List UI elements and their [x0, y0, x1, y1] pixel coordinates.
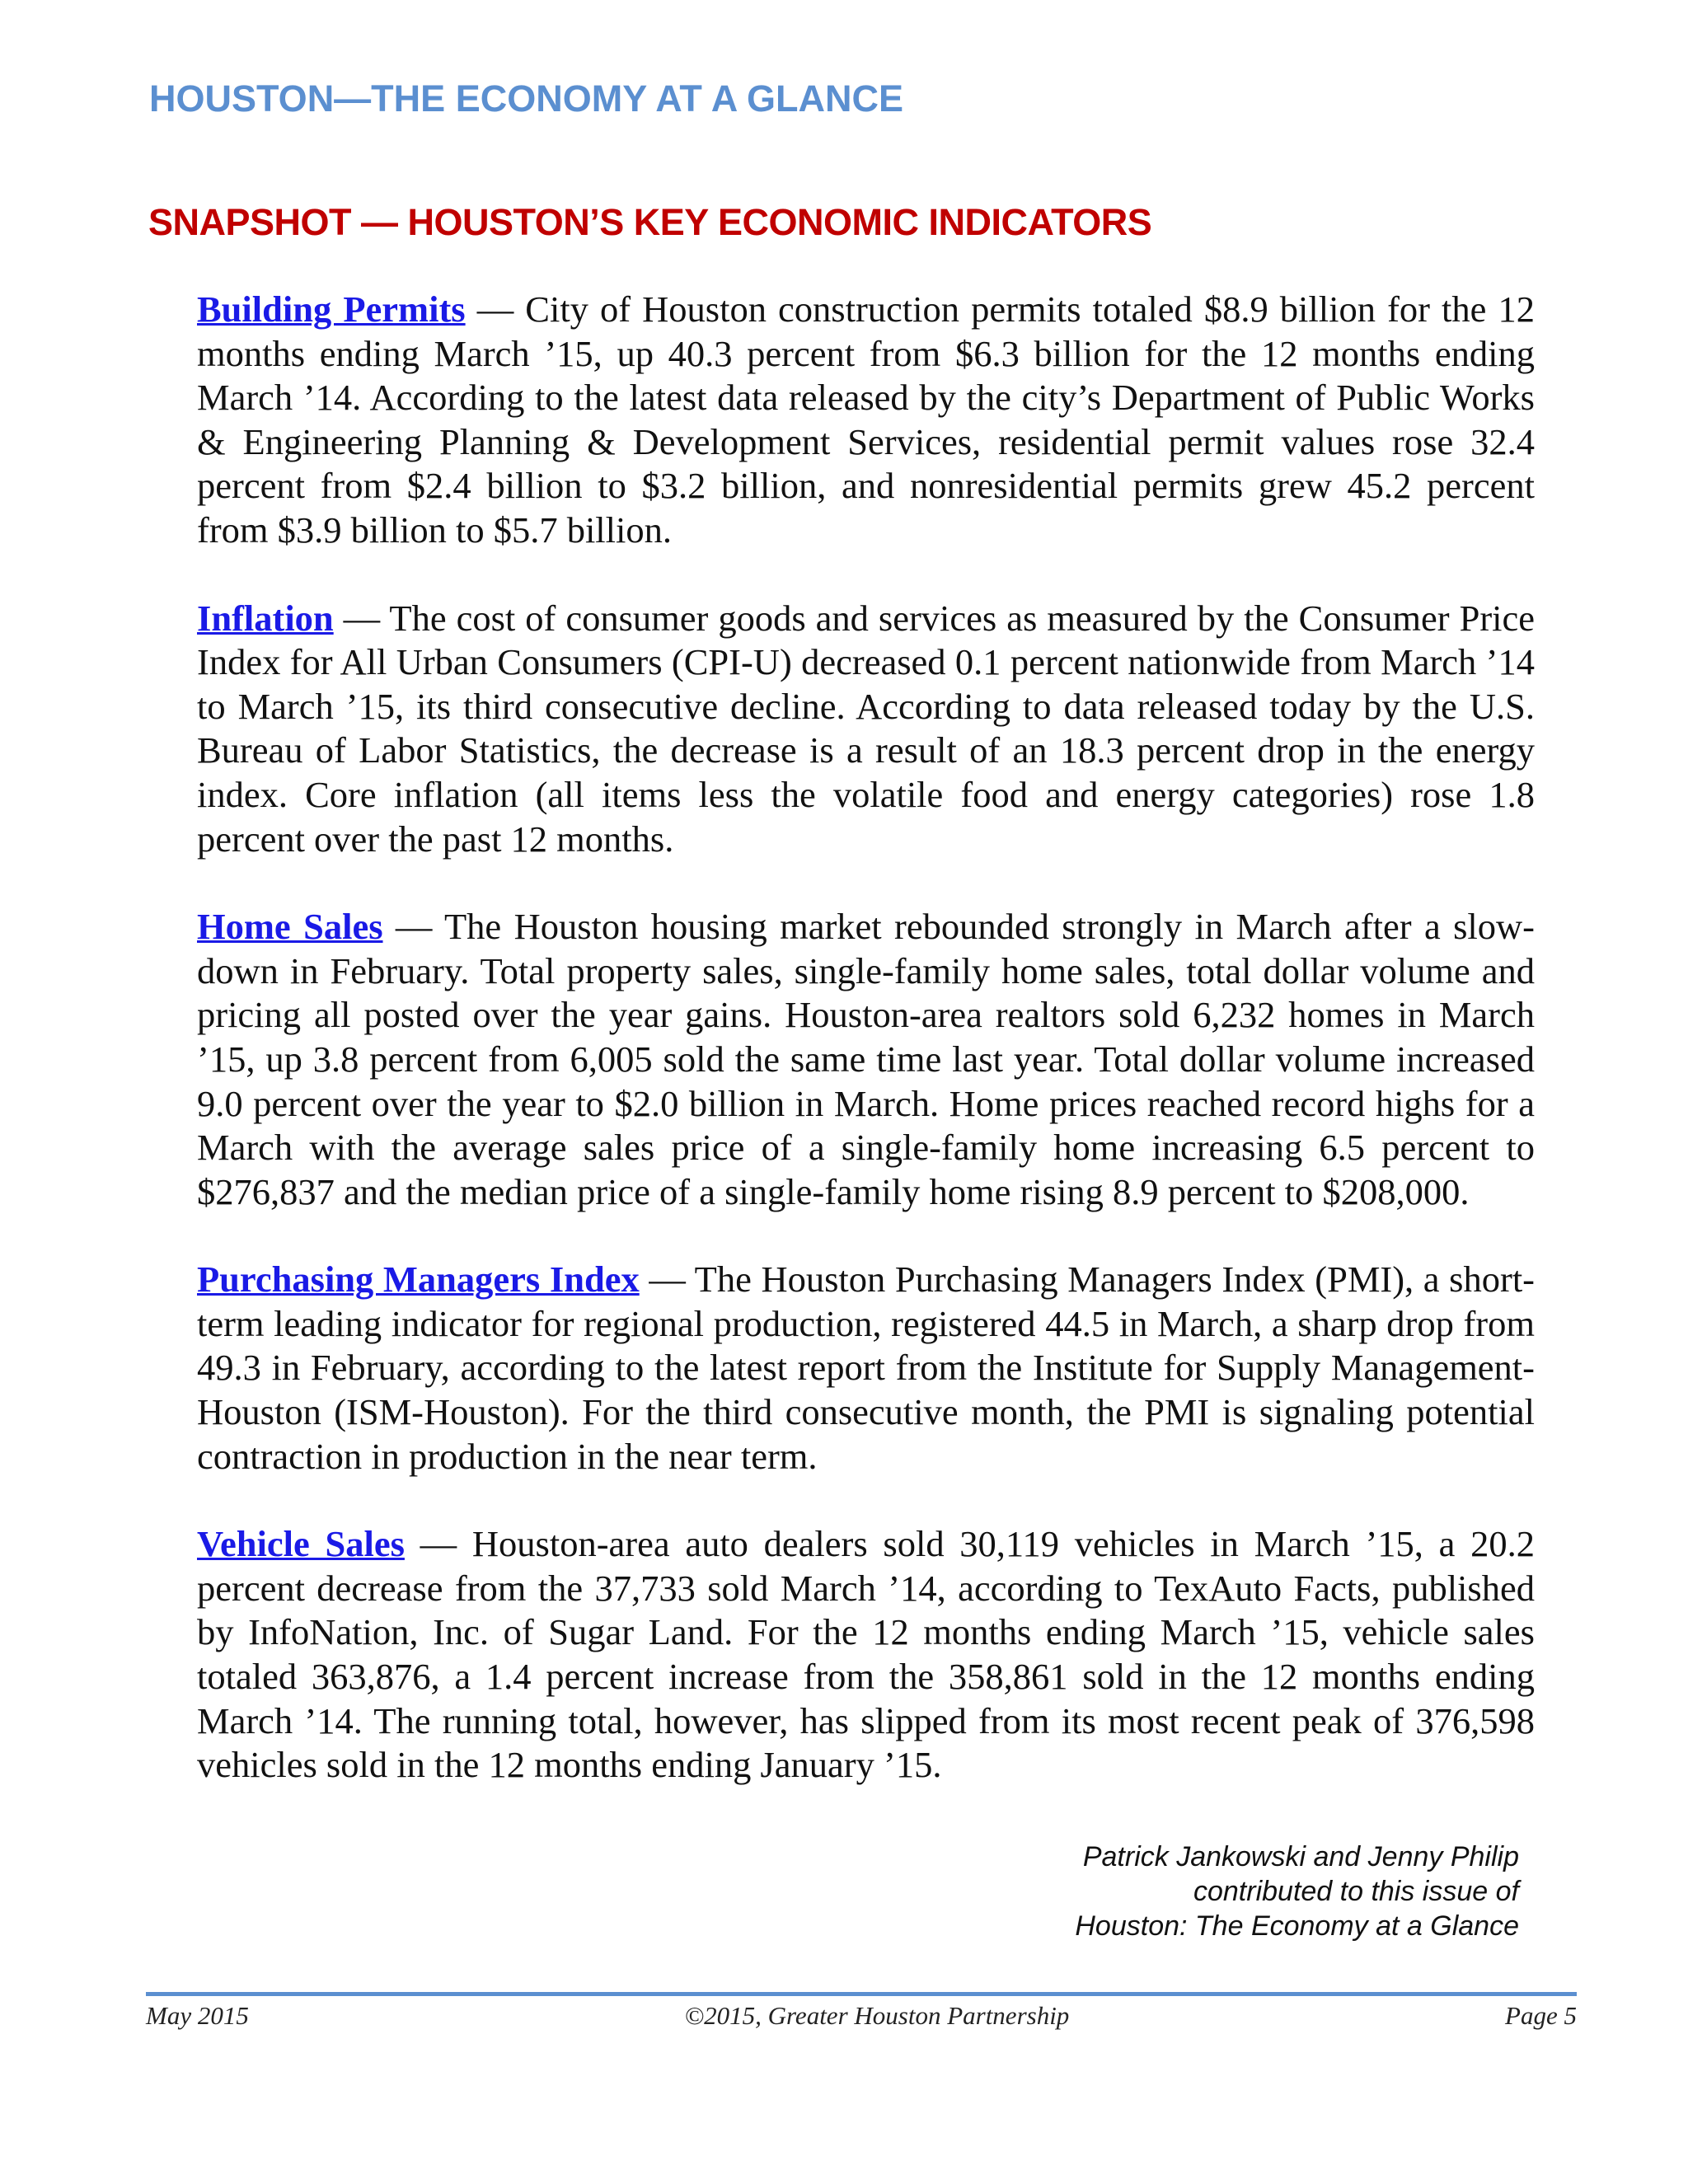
page-footer: [146, 2001, 1577, 2031]
pmi-link[interactable]: Purchasing Managers Index: [197, 1258, 640, 1301]
pmi-text: — The Houston Purchasing Managers Index (PMI), a short-term leading indicator for regional production, registered 44.5 in March, a sharp drop from 49.3 in February, according to the latest report from the Institute for Supply Management-Houston (ISM-Houston). For the third consecutive month, the PMI is signaling potential contraction in production in the near term.: [197, 1258, 1535, 1477]
section-title: SNAPSHOT — HOUSTON’S KEY ECONOMIC INDICATORS: [148, 201, 1152, 243]
inflation-link[interactable]: Inflation: [197, 597, 334, 639]
indicator-vehicle-sales: [197, 1522, 1535, 1788]
footer-date: May 2015: [146, 2001, 249, 2030]
inflation-text: — The cost of consumer goods and services as measured by the Consumer Price Index for All Urban Consumers (CPI-U) decreased 0.1 percent nationwide from March ’14 to March ’15, its third consecutive decline. According to data released today by the U.S. Bureau of Labor Statistics, the decrease is a result of an 18.3 percent drop in the energy index. Core inflation (all items less the volatile food and energy categories) rose 1.8 percent over the past 12 months.: [197, 597, 1535, 860]
vehicle-sales-text: — Houston-area auto dealers sold 30,119 vehicles in March ’15, a 20.2 percent decrease from the 37,733 sold March ’14, according to TexAuto Facts, published by InfoNation, Inc. of Sugar Land. For the 12 months ending March ’15, vehicle sales totaled 363,876, a 1.4 percent increase from the 358,861 sold in the 12 months ending March ’14. The running total, however, has slipped from its most recent peak of 376,598 vehicles sold in the 12 months ending January ’15.: [197, 1523, 1535, 1786]
indicator-pmi: [197, 1258, 1535, 1479]
credit-line-3: Houston: The Economy at a Glance: [1075, 1910, 1519, 1942]
footer-copyright: ©2015, Greater Houston Partnership: [684, 2001, 1070, 2030]
home-sales-text: — The Houston housing market rebounded strongly in March after a slowdown in February. Total property sales, single-family home sales, total dollar volume and pricing all posted over the year gains. Houston-area realtors sold 6,232 homes in March ’15, up 3.8 percent from 6,005 sold the same time last year. Total dollar volume increased 9.0 percent over the year to $2.0 billion in March. Home prices reached record highs for a March with the average sales price of a single-family home increasing 6.5 percent to $276,837 and the median price of a single-family home rising 8.9 percent to $208,000.: [197, 906, 1535, 1212]
footer-page-number: Page 5: [1505, 2001, 1577, 2030]
credit-line-1: Patrick Jankowski and Jenny Philip: [1082, 1841, 1519, 1872]
indicator-home-sales: [197, 905, 1535, 1214]
footer-divider: [146, 1992, 1577, 1996]
indicator-building-permits: [197, 288, 1535, 553]
indicators-body: [197, 288, 1535, 1831]
home-sales-link[interactable]: Home Sales: [197, 906, 383, 948]
building-permits-text: — City of Houston construction permits totaled $8.9 billion for the 12 months ending March ’15, up 40.3 percent from $6.3 billion for the 12 months ending March ’14. According to the latest data released by the city’s Department of Public Works & Engineering Planning & Development Services, residential permit values rose 32.4 percent from $2.4 billion to $3.2 billion, and nonresidential permits grew 45.2 percent from $3.9 billion to $5.7 billion.: [197, 288, 1535, 551]
credit-line-2: contributed to this issue of: [1193, 1876, 1519, 1907]
contributors-credit: [1075, 1840, 1519, 1943]
publication-header: HOUSTON—THE ECONOMY AT A GLANCE: [149, 77, 904, 120]
vehicle-sales-link[interactable]: Vehicle Sales: [197, 1523, 405, 1565]
indicator-inflation: [197, 597, 1535, 862]
building-permits-link[interactable]: Building Permits: [197, 288, 466, 330]
